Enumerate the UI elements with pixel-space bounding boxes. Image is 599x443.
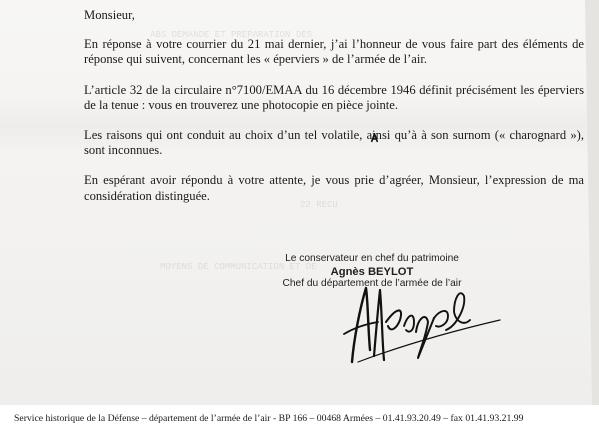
signer-name: Agnès BEYLOT [330, 265, 414, 278]
bleed-through-text: ABS DEMANDE ET PREPARATION DES [150, 30, 313, 40]
paragraph-reasons: Les raisons qui ont conduit au choix d’un tel volatile, ainsi qu’à à son surnom (« charognard »), sont inconnues. [84, 128, 584, 158]
ink-correction-mark [371, 133, 378, 143]
letter-body [84, 8, 584, 219]
paragraph-article: L’article 32 de la circulaire n°7100/EMAA du 16 décembre 1946 définit précisément les éperviers de la tenue : vous en trouverez une photocopie en pièce jointe. [84, 82, 584, 112]
salutation: Monsieur, [84, 8, 135, 22]
signer-title: Le conservateur en chef du patrimoine [285, 253, 459, 264]
bleed-through-text: MOYENS DE COMMUNICATION ET DE [160, 262, 317, 272]
signer-role: Chef du département de l’armée de l’air [282, 278, 462, 289]
bleed-through-text: 22 RECU [300, 200, 338, 210]
handwritten-signature [330, 268, 510, 378]
footer-band [0, 405, 599, 443]
paragraph-closing: En espérant avoir répondu à votre attente, je vous prie d’agréer, Monsieur, l’expression de ma considération distinguée. [84, 173, 584, 203]
paragraph-reply: En réponse à votre courrier du 21 mai dernier, j’ai l’honneur de vous faire part des éléments de réponse qui suivent, concernant les « éperviers » de l’armée de l’air. [84, 37, 584, 67]
footer-address: Service historique de la Défense – département de l’armée de l’air - BP 166 – 00468 Armées – 01.41.93.20.49 – fax 01.41.93.21.99 [14, 413, 524, 424]
